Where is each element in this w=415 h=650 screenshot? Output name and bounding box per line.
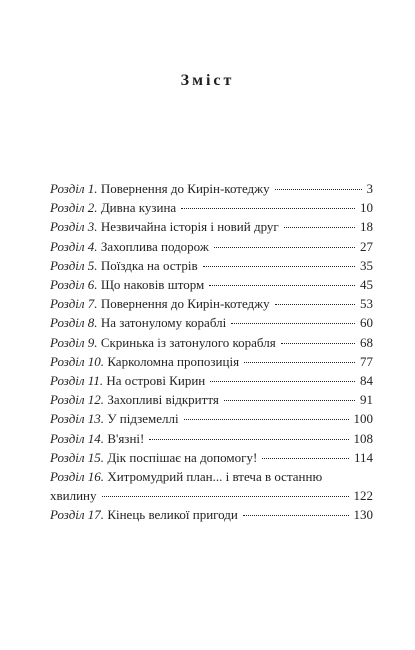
chapter-label: Розділ 8. <box>50 315 98 331</box>
chapter-label: Розділ 6. <box>50 277 98 293</box>
chapter-title: Захоплива подорож <box>100 238 209 254</box>
toc-entry <box>50 237 373 256</box>
chapter-title: Незвичайна історія і новий друг <box>100 219 279 235</box>
page-number: 108 <box>353 430 373 446</box>
table-of-contents <box>50 179 373 525</box>
page-number: 10 <box>360 200 373 216</box>
page-number: 3 <box>366 181 373 196</box>
dot-leader <box>275 189 362 190</box>
chapter-title-line-2 <box>50 486 373 505</box>
dot-leader <box>209 285 355 286</box>
chapter-title: В'язні! <box>107 430 145 446</box>
dot-leader <box>281 343 355 344</box>
dot-leader <box>243 515 349 516</box>
page-number: 100 <box>353 411 373 427</box>
chapter-label: Розділ 15. <box>50 449 105 465</box>
chapter-title: Кінець великої пригоди <box>107 507 238 523</box>
dot-leader <box>149 439 348 440</box>
page-number: 53 <box>360 296 373 312</box>
toc-entry <box>50 217 373 236</box>
chapter-title: Скринька із затонулого корабля <box>100 334 276 350</box>
page-number: 45 <box>360 277 373 293</box>
page-number: 91 <box>360 392 373 408</box>
toc-entry <box>50 429 373 448</box>
dot-leader <box>181 208 355 209</box>
chapter-title: Дік поспішає на допомогу! <box>107 449 258 465</box>
chapter-title: Поїздка на острів <box>100 257 198 273</box>
chapter-title-line-1 <box>50 467 373 486</box>
chapter-label: Розділ 2. <box>50 200 98 216</box>
toc-entry <box>50 198 373 217</box>
page-number: 60 <box>360 315 373 331</box>
chapter-label: Розділ 10. <box>50 353 105 369</box>
dot-leader <box>262 458 349 459</box>
toc-entry <box>50 256 373 275</box>
toc-entry <box>50 371 373 390</box>
toc-entry <box>50 505 373 524</box>
dot-leader <box>102 496 349 497</box>
chapter-title: У підземеллі <box>107 411 179 427</box>
page-number: 114 <box>353 449 373 465</box>
page-title: Зміст <box>180 72 235 89</box>
chapter-label: Розділ 9. <box>50 334 98 350</box>
toc-entry <box>50 313 373 332</box>
chapter-title: Повернення до Кирін-котеджу <box>100 296 270 312</box>
chapter-label: Розділ 7. <box>50 296 98 312</box>
page-number: 68 <box>360 334 373 350</box>
dot-leader <box>244 362 355 363</box>
chapter-title: Дивна кузина <box>100 200 177 216</box>
chapter-label: Розділ 5. <box>50 257 98 273</box>
dot-leader <box>214 247 355 248</box>
chapter-label: Розділ 3. <box>50 219 98 235</box>
dot-leader <box>231 323 355 324</box>
toc-entry <box>50 467 373 505</box>
page-number: 18 <box>360 219 373 235</box>
chapter-title: Хитромудрий план... і втеча в останню <box>107 469 323 485</box>
toc-entry <box>50 333 373 352</box>
page-number: 27 <box>360 238 373 254</box>
toc-entry <box>50 294 373 313</box>
toc-entry <box>50 448 373 467</box>
page-number: 77 <box>360 353 373 369</box>
dot-leader <box>203 266 355 267</box>
chapter-title: На затонулому кораблі <box>100 315 227 331</box>
chapter-title: Захопливі відкриття <box>107 392 219 408</box>
chapter-label: Розділ 1. <box>50 181 98 196</box>
dot-leader <box>275 304 355 305</box>
chapter-label: Розділ 12. <box>50 392 105 408</box>
dot-leader <box>210 381 355 382</box>
dot-leader <box>284 227 355 228</box>
chapter-label: Розділ 16. <box>50 469 105 485</box>
chapter-title: Повернення до Кирін-котеджу <box>100 181 270 196</box>
page-number: 130 <box>353 507 373 523</box>
toc-entry <box>50 409 373 428</box>
chapter-label: Розділ 11. <box>50 373 104 389</box>
toc-entry <box>50 275 373 294</box>
chapter-title: Карколомна пропозиція <box>107 353 240 369</box>
dot-leader <box>224 400 355 401</box>
chapter-label: Розділ 14. <box>50 430 105 446</box>
dot-leader <box>184 419 349 420</box>
toc-entry <box>50 179 373 198</box>
page-number: 84 <box>360 373 373 389</box>
chapter-label: Розділ 4. <box>50 238 98 254</box>
chapter-title: Що наковів шторм <box>100 277 205 293</box>
chapter-title: На острові Кирин <box>106 373 206 389</box>
chapter-label: Розділ 13. <box>50 411 105 427</box>
toc-entry <box>50 390 373 409</box>
page-number: 122 <box>353 488 373 504</box>
toc-entry <box>50 352 373 371</box>
page-number: 35 <box>360 257 373 273</box>
chapter-label: Розділ 17. <box>50 507 105 523</box>
chapter-title-continuation: хвилину <box>50 488 97 504</box>
